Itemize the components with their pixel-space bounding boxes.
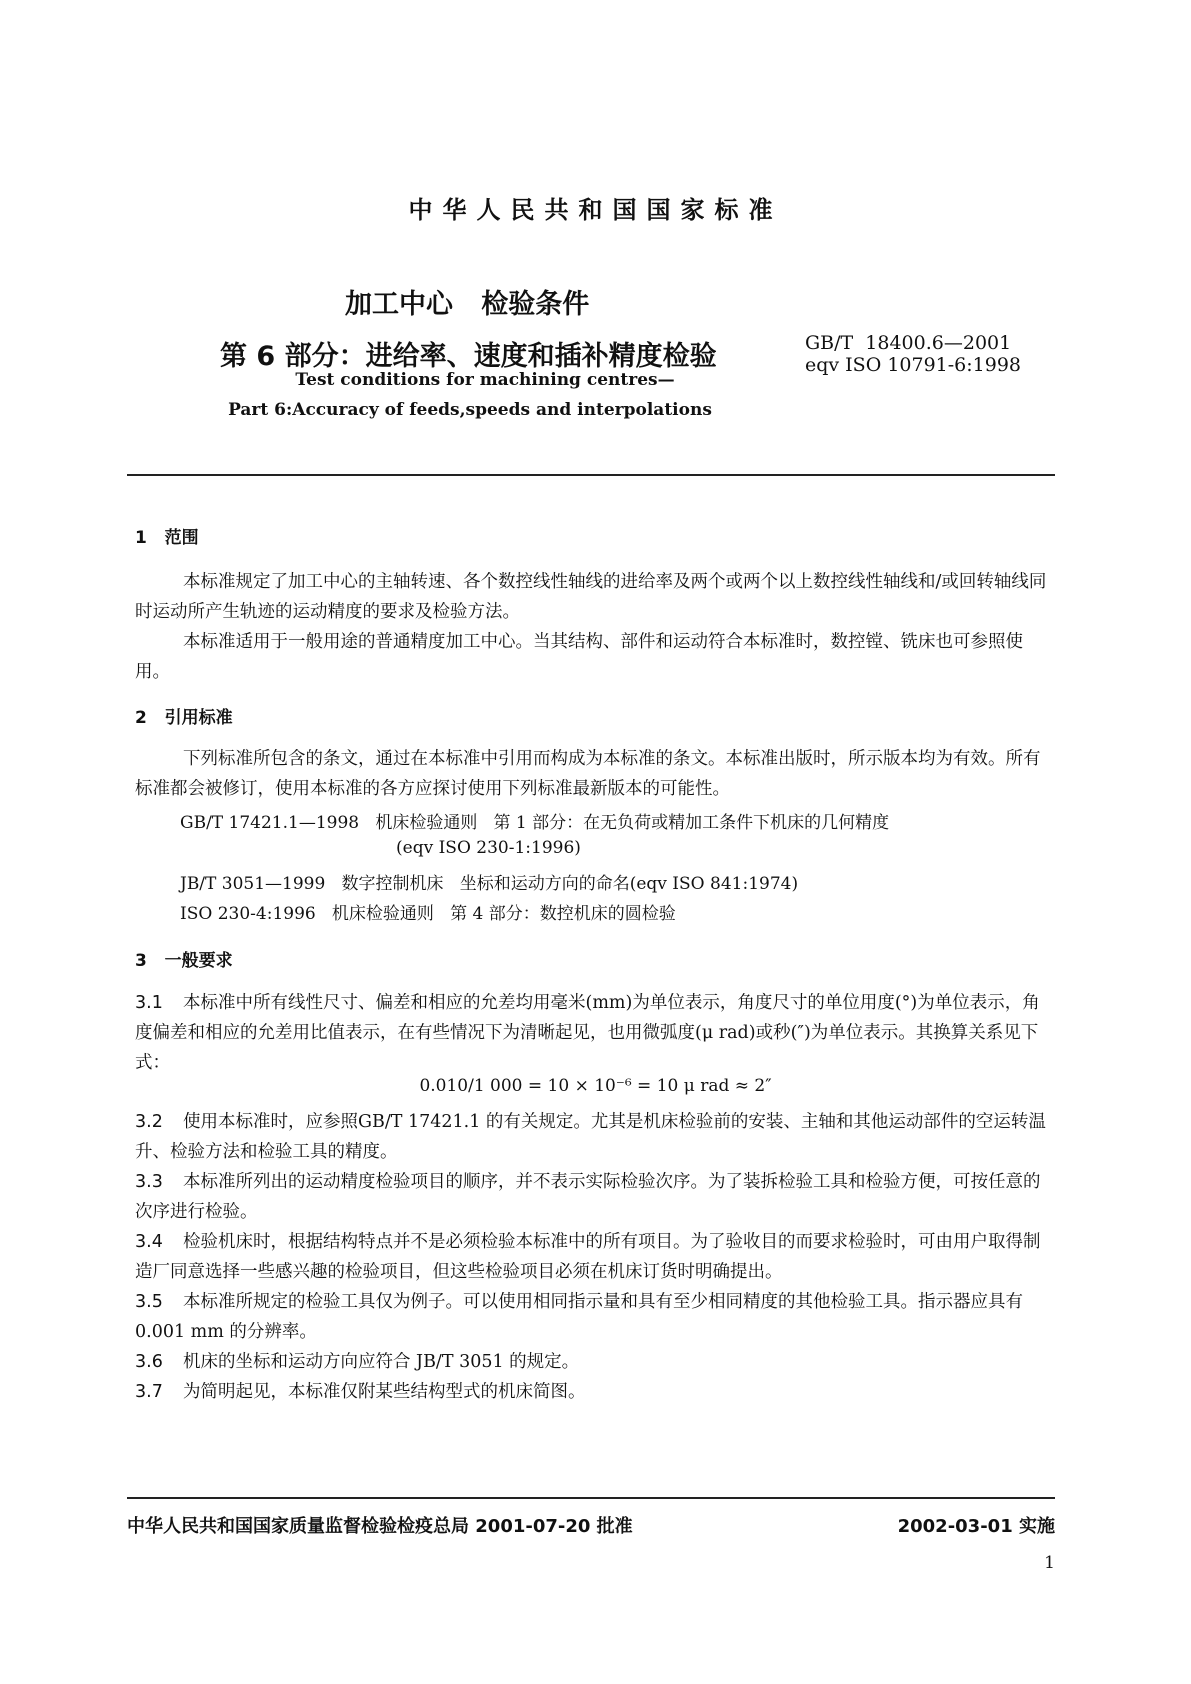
conversion-formula: 0.010/1 000 = 10 × 10⁻⁶ = 10 μ rad ≈ 2″ [419, 1076, 772, 1096]
header-divider [127, 474, 1055, 476]
section-2-heading: 2 引用标准 [135, 708, 233, 728]
clause-number: 3.3 [135, 1172, 163, 1192]
reference-gbt-17421-equivalent: (eqv ISO 230-1:1996) [396, 838, 581, 858]
approval-line: 中华人民共和国国家质量监督检验检疫总局 2001-07-20 批准 [127, 1516, 633, 1537]
clause-3-4 [135, 1227, 1055, 1287]
clause-3-2 [135, 1107, 1055, 1167]
clause-number: 3.4 [135, 1232, 163, 1252]
reference-iso-230-4: ISO 230-4:1996 机床检验通则 第 4 部分：数控机床的圆检验 [180, 904, 676, 924]
equivalent-iso: eqv ISO 10791-6:1998 [805, 354, 1022, 376]
clause-3-6 [135, 1347, 1055, 1377]
english-title-line-1: Test conditions for machining centres— [295, 370, 675, 390]
reference-gbt-17421: GB/T 17421.1—1998 机床检验通则 第 1 部分：在无负荷或精加工条件下机床的几何精度 [180, 813, 890, 833]
clause-text: 本标准中所有线性尺寸、偏差和相应的允差均用毫米(mm)为单位表示，角度尺寸的单位用度(°)为单位表示，角度偏差和相应的允差用比值表示，在有些情况下为清晰起见，也用微弧度(μ rad)或秒(″)为单位表示。其换算关系见下式： [135, 993, 1040, 1073]
clause-text: 为简明起见，本标准仅附某些结构型式的机床简图。 [183, 1382, 586, 1402]
implementation-date: 2002-03-01 实施 [897, 1516, 1055, 1537]
page-number: 1 [1044, 1553, 1055, 1573]
clause-number: 3.2 [135, 1112, 163, 1132]
clause-number: 3.6 [135, 1352, 163, 1372]
section-1-paragraph-1: 本标准规定了加工中心的主轴转速、各个数控线性轴线的进给率及两个或两个以上数控线性轴线和/或回转轴线同时运动所产生轨迹的运动精度的要求及检验方法。 [135, 572, 1047, 622]
clause-text: 检验机床时，根据结构特点并不是必须检验本标准中的所有项目。为了验收目的而要求检验时，可由用户取得制造厂同意选择一些感兴趣的检验项目，但这些检验项目必须在机床订货时明确提出。 [135, 1232, 1041, 1282]
reference-jbt-3051: JB/T 3051—1999 数字控制机床 坐标和运动方向的命名(eqv ISO 841:1974) [180, 874, 799, 894]
clause-number: 3.1 [135, 993, 163, 1013]
national-standard-header: 中华人民共和国国家标准 [408, 196, 783, 224]
section-1-heading: 1 范围 [135, 528, 199, 548]
title-line-2: 第 6 部分：进给率、速度和插补精度检验 [220, 341, 717, 372]
clause-number: 3.7 [135, 1382, 163, 1402]
english-title-line-2: Part 6:Accuracy of feeds,speeds and interpolations [228, 400, 712, 420]
clause-text: 使用本标准时，应参照GB/T 17421.1 的有关规定。尤其是机床检验前的安装、主轴和其他运动部件的空运转温升、检验方法和检验工具的精度。 [135, 1112, 1046, 1162]
clause-text: 本标准所规定的检验工具仅为例子。可以使用相同指示量和具有至少相同精度的其他检验工具。指示器应具有 0.001 mm 的分辨率。 [135, 1292, 1023, 1342]
clause-text: 本标准所列出的运动精度检验项目的顺序，并不表示实际检验次序。为了装拆检验工具和检验方便，可按任意的次序进行检验。 [135, 1172, 1041, 1222]
section-1-paragraph-2: 本标准适用于一般用途的普通精度加工中心。当其结构、部件和运动符合本标准时，数控镗、铣床也可参照使用。 [135, 632, 1023, 682]
clause-text: 机床的坐标和运动方向应符合 JB/T 3051 的规定。 [183, 1352, 580, 1372]
clause-3-5 [135, 1287, 1055, 1347]
title-line-1: 加工中心 检验条件 [345, 289, 590, 320]
clause-3-7 [135, 1377, 1055, 1407]
clause-3-1 [135, 988, 1055, 1078]
standard-number: GB/T 18400.6—2001 [805, 332, 1012, 354]
clause-number: 3.5 [135, 1292, 163, 1312]
section-2-paragraph-1: 下列标准所包含的条文，通过在本标准中引用而构成为本标准的条文。本标准出版时，所示版本均为有效。所有标准都会被修订，使用本标准的各方应探讨使用下列标准最新版本的可能性。 [135, 749, 1041, 799]
clause-3-3 [135, 1167, 1055, 1227]
footer-divider [127, 1497, 1055, 1499]
section-3-heading: 3 一般要求 [135, 951, 233, 971]
